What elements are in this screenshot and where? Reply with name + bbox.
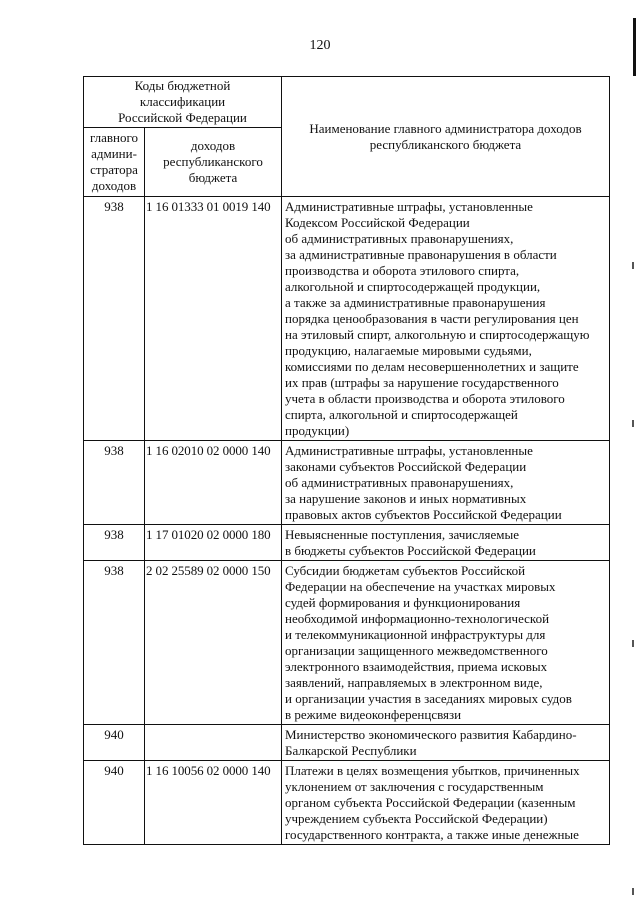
revenue-name-cell: [282, 725, 610, 761]
revenue-name-cell: [282, 441, 610, 525]
revenue-code-cell: 1 16 02010 02 0000 140: [145, 441, 282, 525]
revenue-code-cell: 1 16 10056 02 0000 140: [145, 761, 282, 845]
revenue-name-cell: [282, 197, 610, 441]
name-line: об административных правонарушениях,: [285, 231, 514, 246]
header-line: доходов: [91, 178, 137, 193]
header-line: республиканского бюджета: [369, 136, 522, 152]
name-line: учета в области производства и оборота этилового: [285, 391, 565, 406]
header-line: республиканского: [163, 154, 263, 169]
name-line: порядка ценообразования в части регулирования цен: [285, 311, 579, 326]
revenue-code-cell: 1 16 01333 01 0019 140: [145, 197, 282, 441]
revenue-name-cell: [282, 561, 610, 725]
header-budget-codes: [84, 77, 282, 128]
name-line: их прав (штрафы за нарушение государственного: [285, 375, 559, 390]
header-republican-revenue: [145, 128, 282, 197]
admin-code-cell: 940: [84, 761, 145, 845]
table-row: [84, 441, 610, 525]
admin-code-cell: 938: [84, 441, 145, 525]
name-line: уклонением от заключения с государственным: [285, 779, 544, 794]
admin-code-cell: 938: [84, 561, 145, 725]
admin-code-cell: 938: [84, 525, 145, 561]
table-row: [84, 725, 610, 761]
admin-code-cell: 940: [84, 725, 145, 761]
name-line: комиссиями по делам несовершеннолетних и защите: [285, 359, 579, 374]
table-row: [84, 761, 610, 845]
name-line: производства и оборота этилового спирта,: [285, 263, 520, 278]
name-line: государственного контракта, а также иные денежные: [285, 827, 579, 842]
name-line: Невыясненные поступления, зачисляемые: [285, 527, 519, 542]
table-row: [84, 197, 610, 441]
name-line: Субсидии бюджетам субъектов Российской: [285, 563, 526, 578]
header-line: Российской Федерации: [118, 110, 247, 125]
name-line: за административные правонарушения в области: [285, 247, 557, 262]
scan-edge-mark: [632, 640, 634, 647]
header-line: стратора: [90, 162, 138, 177]
name-line: Федерации на обеспечение на участках мировых: [285, 579, 556, 594]
name-line: Балкарской Республики: [285, 743, 417, 758]
scan-edge-mark: [632, 420, 634, 427]
name-line: электронного взаимодействия, приема исковых: [285, 659, 548, 674]
name-line: правовых актов субъектов Российской Федерации: [285, 507, 562, 522]
table-row: [84, 561, 610, 725]
scan-edge-mark: [632, 888, 634, 895]
name-line: законами субъектов Российской Федерации: [285, 459, 527, 474]
name-line: в режиме видеоконференцсвязи: [285, 707, 462, 722]
header-administrator-name: [282, 77, 610, 197]
name-line: организации защищенного межведомственного: [285, 643, 548, 658]
name-line: Платежи в целях возмещения убытков, причиненных: [285, 763, 580, 778]
admin-code-cell: 938: [84, 197, 145, 441]
header-line: админи-: [91, 146, 137, 161]
name-line: и телекоммуникационной инфраструктуры для: [285, 627, 546, 642]
name-line: алкогольной и спиртосодержащей продукции,: [285, 279, 541, 294]
table-row: [84, 525, 610, 561]
name-line: и организации участия в заседаниях мировых судов: [285, 691, 572, 706]
name-line: Административные штрафы, установленные: [285, 443, 533, 458]
header-line: классификации: [139, 94, 226, 109]
name-line: на этиловый спирт, алкогольную и спиртосодержащую: [285, 327, 590, 342]
page-number: 120: [309, 38, 331, 53]
name-line: а также за административные правонарушения: [285, 295, 546, 310]
revenue-name-cell: [282, 761, 610, 845]
name-line: учреждением субъекта Российской Федерации): [285, 811, 548, 826]
name-line: за нарушение законов и иных нормативных: [285, 491, 527, 506]
name-line: об административных правонарушениях,: [285, 475, 514, 490]
scan-edge-mark: [632, 262, 634, 269]
name-line: судей формирования и функционирования: [285, 595, 521, 610]
name-line: спирта, алкогольной и спиртосодержащей: [285, 407, 518, 422]
name-line: Министерство экономического развития Кабардино-: [285, 727, 577, 742]
name-line: продукцию, налагаемые мировыми судьями,: [285, 343, 532, 358]
header-line: доходов: [190, 138, 236, 153]
revenue-code-cell: 1 17 01020 02 0000 180: [145, 525, 282, 561]
name-line: Кодексом Российской Федерации: [285, 215, 470, 230]
name-line: заявлений, направляемых в электронном виде,: [285, 675, 543, 690]
header-line: бюджета: [188, 170, 238, 185]
revenue-code-cell: 2 02 25589 02 0000 150: [145, 561, 282, 725]
header-line: Коды бюджетной: [134, 78, 231, 93]
header-line: главного: [89, 130, 139, 145]
header-line: Наименование главного администратора доходов: [309, 120, 582, 136]
scan-edge-mark: [633, 18, 636, 76]
revenue-code-cell: [145, 725, 282, 761]
name-line: необходимой информационно-технологической: [285, 611, 550, 626]
name-line: в бюджеты субъектов Российской Федерации: [285, 543, 536, 558]
header-main-administrator: [84, 128, 145, 197]
name-line: Административные штрафы, установленные: [285, 199, 533, 214]
revenue-name-cell: [282, 525, 610, 561]
budget-classification-table: [83, 76, 610, 845]
name-line: продукции): [285, 423, 350, 438]
name-line: органом субъекта Российской Федерации (казенным: [285, 795, 576, 810]
